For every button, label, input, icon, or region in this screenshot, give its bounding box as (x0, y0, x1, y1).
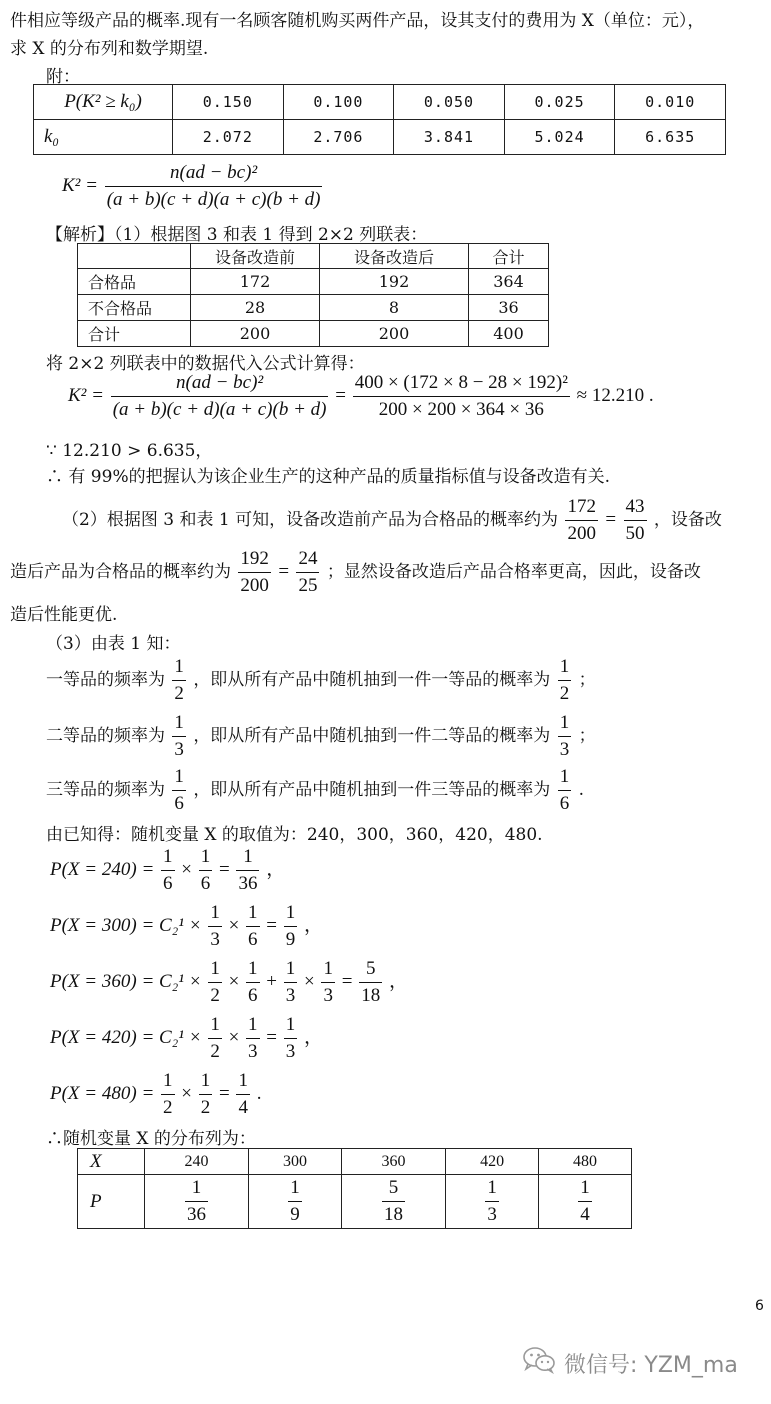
table-cell: 0.025 (504, 85, 615, 120)
fraction-denominator: 3 (485, 1201, 499, 1226)
fraction-numerator: 1 (210, 1014, 220, 1035)
part2-text: ，设备改 (653, 510, 722, 530)
table-cell: 0.010 (615, 85, 726, 120)
fraction-numerator: 24 (298, 548, 318, 569)
equals-sign: = (218, 1082, 230, 1104)
fraction-numerator: 1 (285, 902, 296, 923)
table-cell: 2.072 (173, 120, 284, 155)
part3-text: ； (578, 670, 596, 690)
part3-text: ，即从所有产品中随机抽到一件二等品的概率为 (193, 726, 551, 746)
wechat-icon (522, 1346, 556, 1380)
table-cell: 0.050 (394, 85, 505, 120)
fraction-denominator: 6 (246, 982, 260, 1007)
table-cell (342, 1175, 446, 1229)
fraction-denominator: 4 (578, 1201, 592, 1226)
formula-lhs: K² = (62, 174, 98, 196)
table-cell: 合计 (78, 321, 191, 347)
fraction-numerator: 1 (200, 1070, 211, 1091)
watermark-text: 微信号: YZM_ma (564, 1352, 738, 1378)
fraction-denominator: 18 (382, 1201, 405, 1226)
fraction-denominator: 2 (161, 1094, 175, 1119)
fraction (161, 846, 175, 895)
fraction-numerator: 1 (238, 1070, 248, 1091)
fraction-denominator: 9 (288, 1201, 302, 1226)
table-cell: 192 (320, 269, 469, 295)
fraction-numerator: 1 (210, 958, 220, 979)
fraction-numerator: 1 (285, 1014, 296, 1035)
fraction-numerator: 43 (625, 496, 645, 517)
fraction (284, 958, 298, 1007)
because-line: ∵ 12.210 > 6.635， (46, 441, 213, 461)
part3-text: ，即从所有产品中随机抽到一件一等品的概率为 (193, 670, 551, 690)
fraction (359, 958, 382, 1007)
fraction (161, 1070, 175, 1119)
table-row-label: P(K² ≥ k₀) (34, 85, 173, 120)
part3-intro: （3）由表 1 知： (46, 634, 181, 654)
fraction-denominator: 6 (558, 790, 572, 815)
table-cell: 480 (539, 1149, 632, 1175)
table-cell: 6.635 (615, 120, 726, 155)
fraction-denominator: 2 (199, 1094, 213, 1119)
table-cell: 3.841 (394, 120, 505, 155)
fraction-numerator: 1 (174, 656, 184, 677)
part2-text: 造后产品为合格品的概率约为 (10, 562, 231, 582)
prob-lhs: P(X = 360) = C₂¹ × (50, 970, 202, 992)
fraction (246, 1014, 260, 1063)
page-number: 6 (755, 1298, 764, 1314)
equals-sign: = (278, 561, 290, 582)
fraction-numerator: 1 (285, 958, 296, 979)
fraction-denominator: 3 (246, 1038, 260, 1063)
calc-fraction-2 (353, 372, 570, 421)
prob-480 (50, 1070, 261, 1119)
fraction (558, 656, 572, 705)
fraction-numerator: 1 (580, 1177, 590, 1198)
part2-text: （2）根据图 3 和表 1 可知，设备改造前产品为合格品的概率约为 (62, 510, 559, 530)
fraction-numerator: 1 (174, 766, 184, 787)
fraction-denominator: 3 (172, 736, 186, 761)
formula-numerator: n(ad − bc)² (170, 162, 258, 183)
fraction (185, 1177, 208, 1226)
table-row-label: k₀ (34, 120, 173, 155)
fraction-denominator: 18 (359, 982, 382, 1007)
fraction (558, 712, 572, 761)
table-cell: 28 (191, 295, 320, 321)
prob-lhs: P(X = 480) = (50, 1082, 155, 1104)
watermark (522, 1346, 738, 1380)
part3-line (46, 766, 584, 815)
therefore-line: ∴ 有 99%的把握认为该企业生产的这种产品的质量指标值与设备改造有关. (46, 467, 610, 487)
equals-sign: = (218, 858, 230, 880)
fraction-denominator: 200 (238, 572, 271, 597)
fraction-numerator: 1 (559, 766, 570, 787)
table-cell: 240 (145, 1149, 249, 1175)
fraction-denominator: 2 (172, 680, 186, 705)
values-line: 由已知得：随机变量 X 的取值为：240，300，360，420，480. (46, 825, 543, 845)
table-cell (145, 1175, 249, 1229)
fraction (321, 958, 335, 1007)
distribution-intro: ∴随机变量 X 的分布列为： (46, 1129, 256, 1149)
fraction (236, 1070, 250, 1119)
table-cell: 200 (191, 321, 320, 347)
fraction-denominator: 2 (558, 680, 572, 705)
table-cell: 364 (469, 269, 549, 295)
fraction (236, 846, 259, 895)
fraction-numerator: 1 (248, 902, 258, 923)
fraction-numerator: 1 (174, 712, 184, 733)
equals-sign: = (341, 970, 353, 992)
appendix-label: 附： (46, 67, 80, 87)
fraction (172, 766, 186, 815)
fraction-denominator: 3 (284, 982, 298, 1007)
times-sign: × (228, 914, 240, 936)
prob-lhs: P(X = 240) = (50, 858, 155, 880)
punctuation: ， (266, 858, 286, 880)
calc-denominator-2: 200 × 200 × 364 × 36 (353, 396, 570, 421)
table-cell: 0.100 (283, 85, 394, 120)
times-sign: × (181, 858, 192, 880)
fraction-numerator: 5 (388, 1177, 399, 1198)
fraction (558, 766, 572, 815)
intro-line-2: 求 X 的分布列和数学期望. (10, 39, 209, 59)
table-cell: 300 (249, 1149, 342, 1175)
times-sign: × (181, 1082, 192, 1104)
calc-fraction-1 (111, 372, 329, 421)
fraction (208, 902, 222, 951)
fraction (296, 548, 319, 597)
table-cell: 0.150 (173, 85, 284, 120)
k2-calculation (68, 372, 654, 421)
fraction-denominator: 25 (296, 572, 319, 597)
calc-numerator-2: 400 × (172 × 8 − 28 × 192)² (354, 372, 568, 393)
table-cell (249, 1175, 342, 1229)
fraction (578, 1177, 592, 1226)
part3-text: 二等品的频率为 (46, 726, 165, 746)
fraction-numerator: 1 (200, 846, 211, 867)
intro-line-1: 件相应等级产品的概率.现有一名顾客随机购买两件产品，设其支付的费用为 X（单位：元）， (10, 11, 705, 31)
fraction-numerator: 1 (243, 846, 253, 867)
fraction-numerator: 1 (163, 1070, 173, 1091)
critical-value-table (33, 84, 726, 155)
fraction (172, 712, 186, 761)
analysis-label: 【解析】 (46, 225, 114, 245)
fraction-numerator: 1 (248, 1014, 258, 1035)
table-cell: 420 (446, 1149, 539, 1175)
fraction (284, 1014, 298, 1063)
fraction-denominator: 4 (236, 1094, 250, 1119)
prob-360 (50, 958, 408, 1007)
fraction-numerator: 1 (487, 1177, 497, 1198)
fraction-denominator: 3 (284, 1038, 298, 1063)
table-cell: 2.706 (283, 120, 394, 155)
part3-text: 一等品的频率为 (46, 670, 165, 690)
calc-lhs: K² = (68, 384, 104, 406)
times-sign: × (304, 970, 315, 992)
table-header: 合计 (469, 244, 549, 269)
fraction-numerator: 1 (290, 1177, 300, 1198)
fraction-denominator: 36 (236, 870, 259, 895)
part3-text: . (578, 780, 585, 800)
fraction (565, 496, 598, 545)
fraction-denominator: 3 (321, 982, 335, 1007)
part3-text: 三等品的频率为 (46, 780, 165, 800)
fraction-numerator: 1 (559, 712, 570, 733)
fraction (284, 902, 298, 951)
contingency-table (77, 243, 549, 347)
calc-approx: ≈ 12.210 . (576, 384, 654, 406)
part2-line-3: 造后性能更优. (10, 605, 118, 625)
prob-lhs: P(X = 420) = C₂¹ × (50, 1026, 202, 1048)
fraction-numerator: 1 (248, 958, 258, 979)
fraction-denominator: 9 (284, 926, 298, 951)
fraction-denominator: 6 (199, 870, 213, 895)
part2-text: ；显然设备改造后产品合格率更高，因此，设备改 (326, 562, 701, 582)
fraction-numerator: 1 (559, 656, 570, 677)
fraction (288, 1177, 302, 1226)
fraction (199, 1070, 213, 1119)
calc-numerator-1: n(ad − bc)² (176, 372, 264, 393)
fraction-denominator: 200 (565, 520, 598, 545)
table-row-label: P (78, 1175, 145, 1229)
fraction-denominator: 6 (246, 926, 260, 951)
table-header: 设备改造前 (191, 244, 320, 269)
table-cell: 200 (320, 321, 469, 347)
analysis-heading (46, 220, 427, 245)
distribution-table (77, 1148, 632, 1229)
equals-sign: = (266, 1026, 277, 1048)
plus-sign: + (266, 970, 277, 992)
fraction (246, 902, 260, 951)
times-sign: × (228, 1026, 240, 1048)
calc-intro: 将 2×2 列联表中的数据代入公式计算得： (46, 354, 365, 374)
fraction-denominator: 50 (624, 520, 647, 545)
fraction-numerator: 1 (191, 1177, 202, 1198)
table-row-label: X (78, 1149, 145, 1175)
equals-sign: = (266, 914, 277, 936)
table-cell: 36 (469, 295, 549, 321)
fraction (624, 496, 647, 545)
fraction (382, 1177, 405, 1226)
fraction-denominator: 6 (161, 870, 175, 895)
fraction (208, 958, 222, 1007)
calc-equals: = (335, 384, 346, 406)
fraction-denominator: 3 (558, 736, 572, 761)
fraction (199, 846, 213, 895)
punctuation: ， (304, 914, 324, 936)
fraction (246, 958, 260, 1007)
table-cell: 不合格品 (78, 295, 191, 321)
punctuation: . (256, 1082, 262, 1104)
table-cell (539, 1175, 632, 1229)
table-cell: 5.024 (504, 120, 615, 155)
calc-denominator-1: (a + b)(c + d)(a + c)(b + d) (111, 396, 329, 421)
equals-sign: = (605, 509, 617, 530)
formula-fraction (105, 162, 323, 211)
table-cell (446, 1175, 539, 1229)
table-cell (78, 244, 191, 269)
fraction-numerator: 5 (365, 958, 376, 979)
fraction-denominator: 6 (172, 790, 186, 815)
part3-line (46, 656, 596, 705)
punctuation: ， (388, 970, 408, 992)
fraction (172, 656, 186, 705)
fraction (238, 548, 271, 597)
prob-240 (50, 846, 285, 895)
fraction-denominator: 2 (208, 1038, 222, 1063)
table-cell: 360 (342, 1149, 446, 1175)
punctuation: ， (304, 1026, 324, 1048)
fraction-numerator: 172 (567, 496, 596, 517)
fraction (485, 1177, 499, 1226)
fraction-denominator: 3 (208, 926, 222, 951)
part1-intro: （1）根据图 3 和表 1 得到 2×2 列联表： (114, 225, 428, 245)
table-cell: 8 (320, 295, 469, 321)
part3-text: ； (578, 726, 596, 746)
part2-line-2 (10, 548, 701, 597)
prob-lhs: P(X = 300) = C₂¹ × (50, 914, 202, 936)
fraction-denominator: 36 (185, 1201, 208, 1226)
k2-formula (62, 162, 324, 211)
prob-300 (50, 902, 323, 951)
fraction-numerator: 192 (240, 548, 269, 569)
formula-denominator: (a + b)(c + d)(a + c)(b + d) (105, 186, 323, 211)
part3-line (46, 712, 596, 761)
prob-420 (50, 1014, 323, 1063)
fraction-denominator: 2 (208, 982, 222, 1007)
fraction (208, 1014, 222, 1063)
table-header: 设备改造后 (320, 244, 469, 269)
fraction-numerator: 1 (323, 958, 333, 979)
fraction-numerator: 1 (210, 902, 220, 923)
table-cell: 400 (469, 321, 549, 347)
table-cell: 合格品 (78, 269, 191, 295)
times-sign: × (228, 970, 240, 992)
part2-line-1 (62, 496, 722, 545)
part3-text: ，即从所有产品中随机抽到一件三等品的概率为 (193, 780, 551, 800)
fraction-numerator: 1 (163, 846, 173, 867)
table-cell: 172 (191, 269, 320, 295)
